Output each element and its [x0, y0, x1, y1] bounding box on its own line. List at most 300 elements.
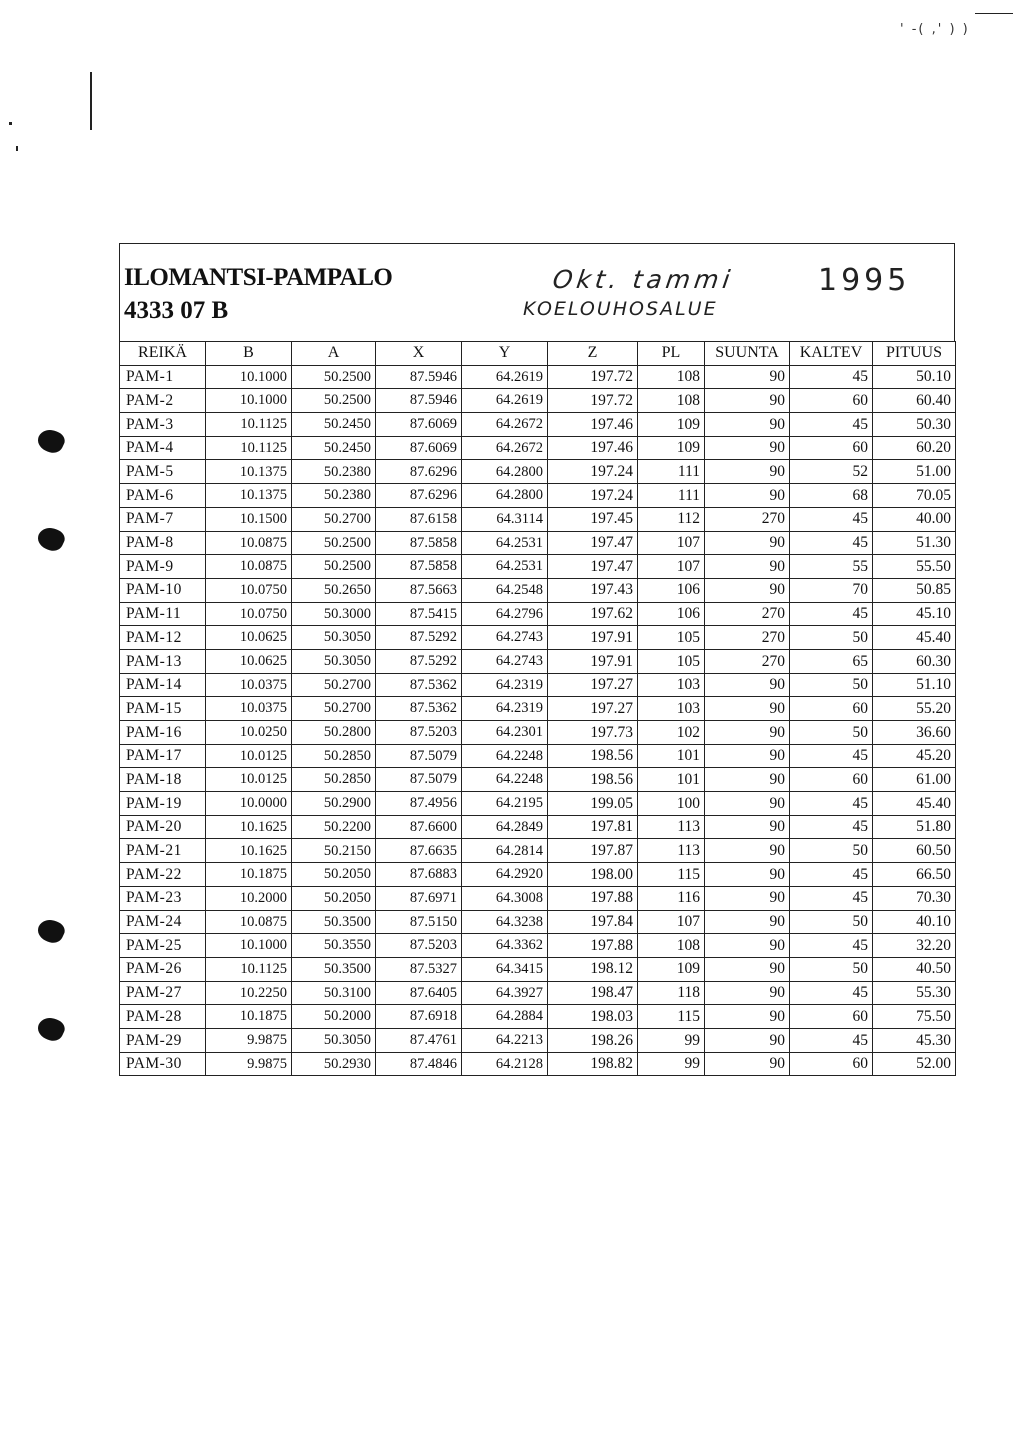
cell-suunta: 90 [705, 981, 790, 1005]
cell-a: 50.3050 [292, 626, 376, 650]
cell-suunta: 90 [705, 886, 790, 910]
cell-y: 64.3362 [462, 934, 548, 958]
cell-kaltev: 50 [790, 910, 873, 934]
cell-y: 64.2800 [462, 484, 548, 508]
cell-x: 87.6405 [376, 981, 462, 1005]
cell-y: 64.2619 [462, 389, 548, 413]
table-row [120, 839, 956, 863]
cell-a: 50.2500 [292, 531, 376, 555]
cell-pl: 115 [638, 1005, 705, 1029]
cell-z: 197.45 [548, 507, 638, 531]
cell-a: 50.2050 [292, 886, 376, 910]
cell-pituus: 40.10 [873, 910, 956, 934]
column-header-pl: PL [638, 342, 705, 366]
cell-z: 197.47 [548, 555, 638, 579]
table-row [120, 389, 956, 413]
cell-a: 50.3550 [292, 934, 376, 958]
cell-x: 87.5663 [376, 578, 462, 602]
cell-kaltev: 50 [790, 673, 873, 697]
cell-y: 64.2672 [462, 413, 548, 437]
cell-id: PAM-13 [120, 649, 206, 673]
cell-suunta: 90 [705, 555, 790, 579]
cell-y: 64.2814 [462, 839, 548, 863]
table-row [120, 768, 956, 792]
cell-x: 87.6069 [376, 436, 462, 460]
cell-pl: 112 [638, 507, 705, 531]
cell-id: PAM-24 [120, 910, 206, 934]
cell-x: 87.5327 [376, 957, 462, 981]
cell-pituus: 50.30 [873, 413, 956, 437]
cell-z: 198.56 [548, 744, 638, 768]
cell-x: 87.5858 [376, 531, 462, 555]
document-title: ILOMANTSI-PAMPALO [124, 264, 393, 291]
cell-z: 197.46 [548, 436, 638, 460]
cell-z: 197.88 [548, 934, 638, 958]
cell-pl: 115 [638, 863, 705, 887]
handwritten-note: KOELOUHOSALUE [523, 298, 718, 320]
cell-pituus: 55.20 [873, 697, 956, 721]
cell-a: 50.2930 [292, 1052, 376, 1076]
cell-y: 64.2796 [462, 602, 548, 626]
cell-z: 198.82 [548, 1052, 638, 1076]
table-row [120, 436, 956, 460]
cell-pituus: 45.10 [873, 602, 956, 626]
cell-suunta: 90 [705, 365, 790, 389]
cell-kaltev: 50 [790, 721, 873, 745]
cell-b: 10.1875 [206, 863, 292, 887]
cell-pituus: 61.00 [873, 768, 956, 792]
table-row [120, 578, 956, 602]
cell-kaltev: 45 [790, 792, 873, 816]
cell-x: 87.6296 [376, 460, 462, 484]
cell-suunta: 90 [705, 484, 790, 508]
cell-a: 50.2850 [292, 768, 376, 792]
cell-pituus: 45.40 [873, 792, 956, 816]
cell-z: 197.81 [548, 815, 638, 839]
cell-b: 10.1125 [206, 413, 292, 437]
cell-pituus: 70.30 [873, 886, 956, 910]
drillhole-table [119, 341, 956, 1076]
cell-id: PAM-30 [120, 1052, 206, 1076]
cell-id: PAM-8 [120, 531, 206, 555]
cell-id: PAM-18 [120, 768, 206, 792]
cell-b: 10.1125 [206, 957, 292, 981]
cell-kaltev: 50 [790, 626, 873, 650]
cell-x: 87.6971 [376, 886, 462, 910]
cell-b: 10.1000 [206, 934, 292, 958]
table-row [120, 484, 956, 508]
handwritten-date: Okt. tammi [550, 265, 736, 294]
cell-x: 87.5079 [376, 744, 462, 768]
table-row [120, 1005, 956, 1029]
cell-kaltev: 45 [790, 744, 873, 768]
cell-y: 64.2849 [462, 815, 548, 839]
cell-z: 197.87 [548, 839, 638, 863]
cell-id: PAM-1 [120, 365, 206, 389]
cell-pituus: 40.00 [873, 507, 956, 531]
cell-kaltev: 55 [790, 555, 873, 579]
cell-y: 64.3114 [462, 507, 548, 531]
table-row [120, 649, 956, 673]
scan-artifact-dot [16, 146, 18, 151]
cell-id: PAM-5 [120, 460, 206, 484]
cell-a: 50.3100 [292, 981, 376, 1005]
column-header-kaltev: KALTEV [790, 342, 873, 366]
cell-suunta: 90 [705, 721, 790, 745]
cell-id: PAM-21 [120, 839, 206, 863]
cell-a: 50.3500 [292, 910, 376, 934]
cell-pituus: 60.30 [873, 649, 956, 673]
cell-suunta: 90 [705, 792, 790, 816]
cell-pl: 106 [638, 602, 705, 626]
cell-b: 10.0250 [206, 721, 292, 745]
cell-kaltev: 45 [790, 365, 873, 389]
table-row [120, 626, 956, 650]
cell-y: 64.2248 [462, 768, 548, 792]
cell-a: 50.3050 [292, 649, 376, 673]
cell-a: 50.2500 [292, 555, 376, 579]
cell-a: 50.2700 [292, 673, 376, 697]
cell-x: 87.6600 [376, 815, 462, 839]
table-row [120, 460, 956, 484]
cell-pl: 107 [638, 531, 705, 555]
cell-x: 87.5362 [376, 697, 462, 721]
cell-z: 198.03 [548, 1005, 638, 1029]
cell-a: 50.2200 [292, 815, 376, 839]
cell-b: 10.0875 [206, 910, 292, 934]
cell-kaltev: 45 [790, 531, 873, 555]
cell-x: 87.5362 [376, 673, 462, 697]
cell-kaltev: 60 [790, 1005, 873, 1029]
cell-pituus: 45.20 [873, 744, 956, 768]
cell-pl: 103 [638, 697, 705, 721]
table-row [120, 815, 956, 839]
table-row [120, 555, 956, 579]
scan-artifact-line [90, 72, 92, 130]
handwritten-year: 1995 [818, 263, 911, 298]
cell-z: 198.26 [548, 1028, 638, 1052]
table-row [120, 981, 956, 1005]
cell-id: PAM-11 [120, 602, 206, 626]
cell-kaltev: 60 [790, 389, 873, 413]
column-header-y: Y [462, 342, 548, 366]
cell-a: 50.3500 [292, 957, 376, 981]
cell-kaltev: 60 [790, 436, 873, 460]
cell-x: 87.5150 [376, 910, 462, 934]
cell-id: PAM-29 [120, 1028, 206, 1052]
cell-z: 197.43 [548, 578, 638, 602]
cell-id: PAM-2 [120, 389, 206, 413]
cell-pituus: 51.30 [873, 531, 956, 555]
cell-kaltev: 45 [790, 886, 873, 910]
cell-x: 87.5292 [376, 649, 462, 673]
cell-kaltev: 60 [790, 768, 873, 792]
cell-a: 50.2900 [292, 792, 376, 816]
table-row [120, 721, 956, 745]
cell-pl: 116 [638, 886, 705, 910]
cell-b: 10.1875 [206, 1005, 292, 1029]
cell-suunta: 90 [705, 436, 790, 460]
cell-id: PAM-20 [120, 815, 206, 839]
cell-suunta: 90 [705, 744, 790, 768]
cell-id: PAM-22 [120, 863, 206, 887]
cell-x: 87.5415 [376, 602, 462, 626]
cell-kaltev: 45 [790, 507, 873, 531]
cell-pituus: 32.20 [873, 934, 956, 958]
cell-x: 87.4761 [376, 1028, 462, 1052]
map-sheet-number: 4333 07 B [124, 297, 229, 324]
cell-suunta: 90 [705, 910, 790, 934]
cell-z: 197.88 [548, 886, 638, 910]
column-header-id: REIKÄ [120, 342, 206, 366]
cell-z: 197.24 [548, 460, 638, 484]
cell-kaltev: 45 [790, 815, 873, 839]
cell-pl: 107 [638, 910, 705, 934]
table-row [120, 697, 956, 721]
cell-pituus: 45.40 [873, 626, 956, 650]
cell-b: 10.0125 [206, 768, 292, 792]
column-header-z: Z [548, 342, 638, 366]
cell-kaltev: 45 [790, 1028, 873, 1052]
column-header-pituus: PITUUS [873, 342, 956, 366]
column-header-a: A [292, 342, 376, 366]
binder-hole-mark [35, 916, 68, 947]
cell-pituus: 50.85 [873, 578, 956, 602]
cell-kaltev: 45 [790, 863, 873, 887]
cell-suunta: 270 [705, 626, 790, 650]
cell-z: 197.46 [548, 413, 638, 437]
table-row [120, 673, 956, 697]
cell-x: 87.5203 [376, 721, 462, 745]
cell-x: 87.5203 [376, 934, 462, 958]
cell-id: PAM-15 [120, 697, 206, 721]
cell-pl: 113 [638, 839, 705, 863]
table-row [120, 413, 956, 437]
cell-b: 10.1000 [206, 389, 292, 413]
cell-suunta: 90 [705, 839, 790, 863]
cell-z: 197.47 [548, 531, 638, 555]
cell-suunta: 90 [705, 413, 790, 437]
cell-y: 64.2800 [462, 460, 548, 484]
cell-b: 10.2250 [206, 981, 292, 1005]
cell-z: 197.62 [548, 602, 638, 626]
cell-a: 50.2650 [292, 578, 376, 602]
cell-suunta: 90 [705, 389, 790, 413]
cell-pituus: 51.80 [873, 815, 956, 839]
cell-pl: 109 [638, 436, 705, 460]
cell-y: 64.2301 [462, 721, 548, 745]
cell-a: 50.2500 [292, 389, 376, 413]
cell-z: 197.91 [548, 649, 638, 673]
cell-x: 87.6635 [376, 839, 462, 863]
cell-z: 199.05 [548, 792, 638, 816]
cell-suunta: 90 [705, 697, 790, 721]
cell-y: 64.3238 [462, 910, 548, 934]
cell-b: 10.1500 [206, 507, 292, 531]
table-row [120, 863, 956, 887]
corner-scribble: ' -( ,' ) ) [900, 22, 970, 37]
cell-pituus: 66.50 [873, 863, 956, 887]
cell-y: 64.3008 [462, 886, 548, 910]
cell-a: 50.2380 [292, 460, 376, 484]
cell-pituus: 50.10 [873, 365, 956, 389]
cell-b: 10.0625 [206, 649, 292, 673]
cell-a: 50.3000 [292, 602, 376, 626]
cell-z: 198.00 [548, 863, 638, 887]
cell-y: 64.2531 [462, 555, 548, 579]
cell-kaltev: 50 [790, 957, 873, 981]
cell-pl: 101 [638, 744, 705, 768]
cell-z: 197.24 [548, 484, 638, 508]
cell-b: 10.1375 [206, 484, 292, 508]
column-header-b: B [206, 342, 292, 366]
cell-a: 50.2050 [292, 863, 376, 887]
cell-x: 87.4846 [376, 1052, 462, 1076]
cell-suunta: 270 [705, 602, 790, 626]
cell-a: 50.2500 [292, 365, 376, 389]
cell-x: 87.6918 [376, 1005, 462, 1029]
cell-pl: 118 [638, 981, 705, 1005]
cell-pl: 111 [638, 484, 705, 508]
cell-a: 50.2700 [292, 507, 376, 531]
cell-b: 10.0875 [206, 531, 292, 555]
cell-suunta: 90 [705, 1005, 790, 1029]
table-header-row [120, 342, 956, 366]
cell-kaltev: 65 [790, 649, 873, 673]
cell-pituus: 75.50 [873, 1005, 956, 1029]
cell-kaltev: 60 [790, 697, 873, 721]
cell-a: 50.2000 [292, 1005, 376, 1029]
cell-a: 50.2450 [292, 413, 376, 437]
cell-b: 10.0125 [206, 744, 292, 768]
column-header-suunta: SUUNTA [705, 342, 790, 366]
cell-suunta: 90 [705, 815, 790, 839]
cell-x: 87.5079 [376, 768, 462, 792]
cell-pl: 111 [638, 460, 705, 484]
cell-y: 64.2213 [462, 1028, 548, 1052]
cell-suunta: 90 [705, 673, 790, 697]
cell-pituus: 40.50 [873, 957, 956, 981]
cell-id: PAM-12 [120, 626, 206, 650]
cell-b: 10.0875 [206, 555, 292, 579]
table-row [120, 886, 956, 910]
cell-y: 64.2743 [462, 649, 548, 673]
cell-pl: 100 [638, 792, 705, 816]
cell-suunta: 90 [705, 578, 790, 602]
cell-id: PAM-28 [120, 1005, 206, 1029]
cell-pituus: 51.10 [873, 673, 956, 697]
cell-x: 87.4956 [376, 792, 462, 816]
cell-b: 10.1125 [206, 436, 292, 460]
cell-id: PAM-6 [120, 484, 206, 508]
cell-pl: 99 [638, 1028, 705, 1052]
cell-b: 9.9875 [206, 1052, 292, 1076]
cell-suunta: 270 [705, 507, 790, 531]
cell-kaltev: 52 [790, 460, 873, 484]
column-header-x: X [376, 342, 462, 366]
cell-suunta: 90 [705, 531, 790, 555]
scan-artifact-line [975, 13, 1013, 14]
cell-z: 197.72 [548, 365, 638, 389]
cell-a: 50.2800 [292, 721, 376, 745]
table-row [120, 365, 956, 389]
table-row [120, 792, 956, 816]
cell-id: PAM-19 [120, 792, 206, 816]
cell-y: 64.2128 [462, 1052, 548, 1076]
table-row [120, 1028, 956, 1052]
cell-x: 87.5858 [376, 555, 462, 579]
cell-b: 10.0750 [206, 602, 292, 626]
cell-b: 10.0750 [206, 578, 292, 602]
cell-z: 197.27 [548, 697, 638, 721]
table-row [120, 744, 956, 768]
cell-z: 197.91 [548, 626, 638, 650]
table-row [120, 957, 956, 981]
scan-artifact-dot [9, 122, 12, 125]
cell-id: PAM-17 [120, 744, 206, 768]
cell-z: 197.73 [548, 721, 638, 745]
table-row [120, 910, 956, 934]
cell-pl: 105 [638, 626, 705, 650]
cell-pituus: 60.20 [873, 436, 956, 460]
cell-a: 50.3050 [292, 1028, 376, 1052]
cell-b: 10.0000 [206, 792, 292, 816]
cell-id: PAM-25 [120, 934, 206, 958]
cell-b: 10.1625 [206, 815, 292, 839]
cell-a: 50.2700 [292, 697, 376, 721]
cell-pituus: 60.40 [873, 389, 956, 413]
cell-kaltev: 70 [790, 578, 873, 602]
cell-b: 9.9875 [206, 1028, 292, 1052]
cell-pl: 108 [638, 389, 705, 413]
cell-x: 87.6883 [376, 863, 462, 887]
cell-suunta: 90 [705, 1052, 790, 1076]
cell-kaltev: 50 [790, 839, 873, 863]
table-row [120, 602, 956, 626]
cell-id: PAM-26 [120, 957, 206, 981]
cell-pituus: 45.30 [873, 1028, 956, 1052]
cell-b: 10.2000 [206, 886, 292, 910]
binder-hole-mark [35, 426, 68, 457]
cell-y: 64.3927 [462, 981, 548, 1005]
cell-z: 197.72 [548, 389, 638, 413]
cell-id: PAM-7 [120, 507, 206, 531]
cell-pituus: 36.60 [873, 721, 956, 745]
cell-pl: 108 [638, 934, 705, 958]
cell-z: 198.47 [548, 981, 638, 1005]
cell-suunta: 90 [705, 957, 790, 981]
cell-kaltev: 45 [790, 934, 873, 958]
cell-b: 10.0375 [206, 697, 292, 721]
cell-id: PAM-27 [120, 981, 206, 1005]
cell-a: 50.2850 [292, 744, 376, 768]
cell-pituus: 51.00 [873, 460, 956, 484]
cell-pituus: 60.50 [873, 839, 956, 863]
cell-z: 198.56 [548, 768, 638, 792]
cell-pl: 102 [638, 721, 705, 745]
cell-a: 50.2450 [292, 436, 376, 460]
cell-b: 10.0375 [206, 673, 292, 697]
cell-kaltev: 45 [790, 981, 873, 1005]
cell-suunta: 270 [705, 649, 790, 673]
cell-pituus: 70.05 [873, 484, 956, 508]
cell-pl: 105 [638, 649, 705, 673]
cell-x: 87.6069 [376, 413, 462, 437]
cell-id: PAM-4 [120, 436, 206, 460]
binder-hole-mark [35, 524, 68, 555]
cell-a: 50.2150 [292, 839, 376, 863]
cell-z: 197.84 [548, 910, 638, 934]
